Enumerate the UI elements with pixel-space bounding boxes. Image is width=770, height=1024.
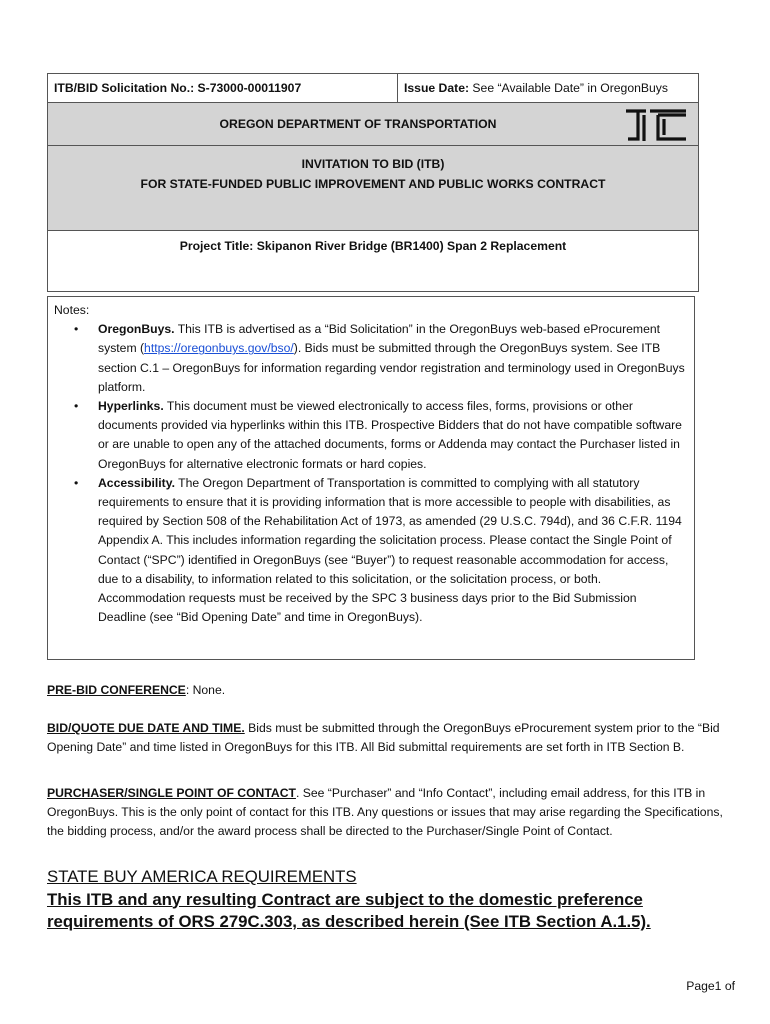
notes-title: Notes: [54, 303, 90, 317]
prebid-text: : None. [185, 683, 226, 697]
buy-america-section [47, 866, 737, 934]
bullet-icon: • [74, 475, 79, 490]
note-text: This ITB is advertised as a “Bid Solicitation” in the OregonBuys web-based eProcurement system ( [98, 322, 661, 356]
title-block [48, 146, 699, 231]
due-date-label: BID/QUOTE DUE DATE AND TIME. [47, 721, 245, 735]
note-label: Accessibility. [98, 475, 175, 490]
list-item [54, 320, 686, 397]
prebid-section [47, 681, 727, 700]
buy-america-heading: STATE BUY AMERICA REQUIREMENTS [47, 867, 357, 886]
list-item [54, 474, 686, 628]
note-label: Hyperlinks. [98, 399, 164, 414]
itb-title: INVITATION TO BID (ITB) [301, 157, 445, 171]
agency-row [48, 103, 699, 146]
list-item [54, 397, 686, 474]
oregonbuys-link[interactable]: https://oregonbuys.gov/bso/ [144, 341, 294, 356]
solicitation-number: ITB/BID Solicitation No.: S-73000-00011907 [48, 74, 398, 103]
buy-america-text: This ITB and any resulting Contract are subject to the domestic preference requirements of ORS 279C.303, as described herein (See ITB Section A.1.5). [47, 889, 651, 931]
project-title: Project Title: Skipanon River Bridge (BR1400) Span 2 Replacement [48, 231, 699, 292]
note-text: The Oregon Department of Transportation is committed to complying with all statutory requirements to ensure that it is providing information that is more accessible to people with disabilities, as required by Section 508 of the Rehabilitation Act of 1973, as amended (29 U.S.C. 794d), and 36 C.F.R. 1194 Appendix A. This includes information regarding the solicitation process. Please contact the Single Point of Contact (“SPC”) identified in OregonBuys (see “Buyer”) to request reasonable accommodation for access, due to a disability, to information related to this solicitation, or the solicitation process, or both. Accommodation requests must be received by the SPC 3 business days prior to the Bid Submission Deadline (see “Bid Opening Date” and time in OregonBuys). [98, 475, 682, 625]
contact-section [47, 784, 727, 842]
header-table [47, 73, 699, 292]
notes-box [47, 296, 695, 660]
note-text: ). Bids must be submitted through the OregonBuys system. See ITB section C.1 – OregonBuys for information regarding vendor registration and terminology used in OregonBuys platform. [98, 341, 685, 394]
contract-type: FOR STATE-FUNDED PUBLIC IMPROVEMENT AND PUBLIC WORKS CONTRACT [140, 177, 606, 191]
bullet-icon: • [74, 399, 79, 414]
contact-text: . See “Purchaser” and “Info Contact”, including email address, for this ITB in OregonBuys. This is the only point of contact for this ITB. Any questions or issues that may arise regarding the Specifications, the bidding process, and/or the award process shall be directed to the Purchaser/Single Point of Contact. [47, 786, 723, 839]
note-text: This document must be viewed electronically to access files, forms, provisions or other documents provided via hyperlinks within this ITB. Prospective Bidders that do not have compatible software or are unable to open any of the attached documents, forms or Addenda may contact the Purchaser listed in OregonBuys for alternative electronic formats or hard copies. [98, 399, 682, 471]
prebid-label: PRE-BID CONFERENCE [47, 683, 186, 697]
contact-label: PURCHASER/SINGLE POINT OF CONTACT [47, 786, 296, 800]
agency-name: OREGON DEPARTMENT OF TRANSPORTATION [219, 117, 497, 131]
odot-logo-icon [624, 107, 690, 143]
issue-date [398, 74, 699, 103]
issue-date-label: Issue Date: [404, 81, 470, 95]
due-date-text: Bids must be submitted through the OregonBuys eProcurement system prior to the “Bid Opening Date” and time listed in OregonBuys for this ITB. All Bid submittal requirements are set forth in ITB Section B. [47, 721, 720, 755]
issue-date-value: See “Available Date” in OregonBuys [472, 81, 668, 95]
due-date-section [47, 719, 727, 757]
page-number: Page1 of [686, 979, 735, 993]
note-label: OregonBuys. [98, 322, 175, 337]
bullet-icon: • [74, 322, 79, 337]
